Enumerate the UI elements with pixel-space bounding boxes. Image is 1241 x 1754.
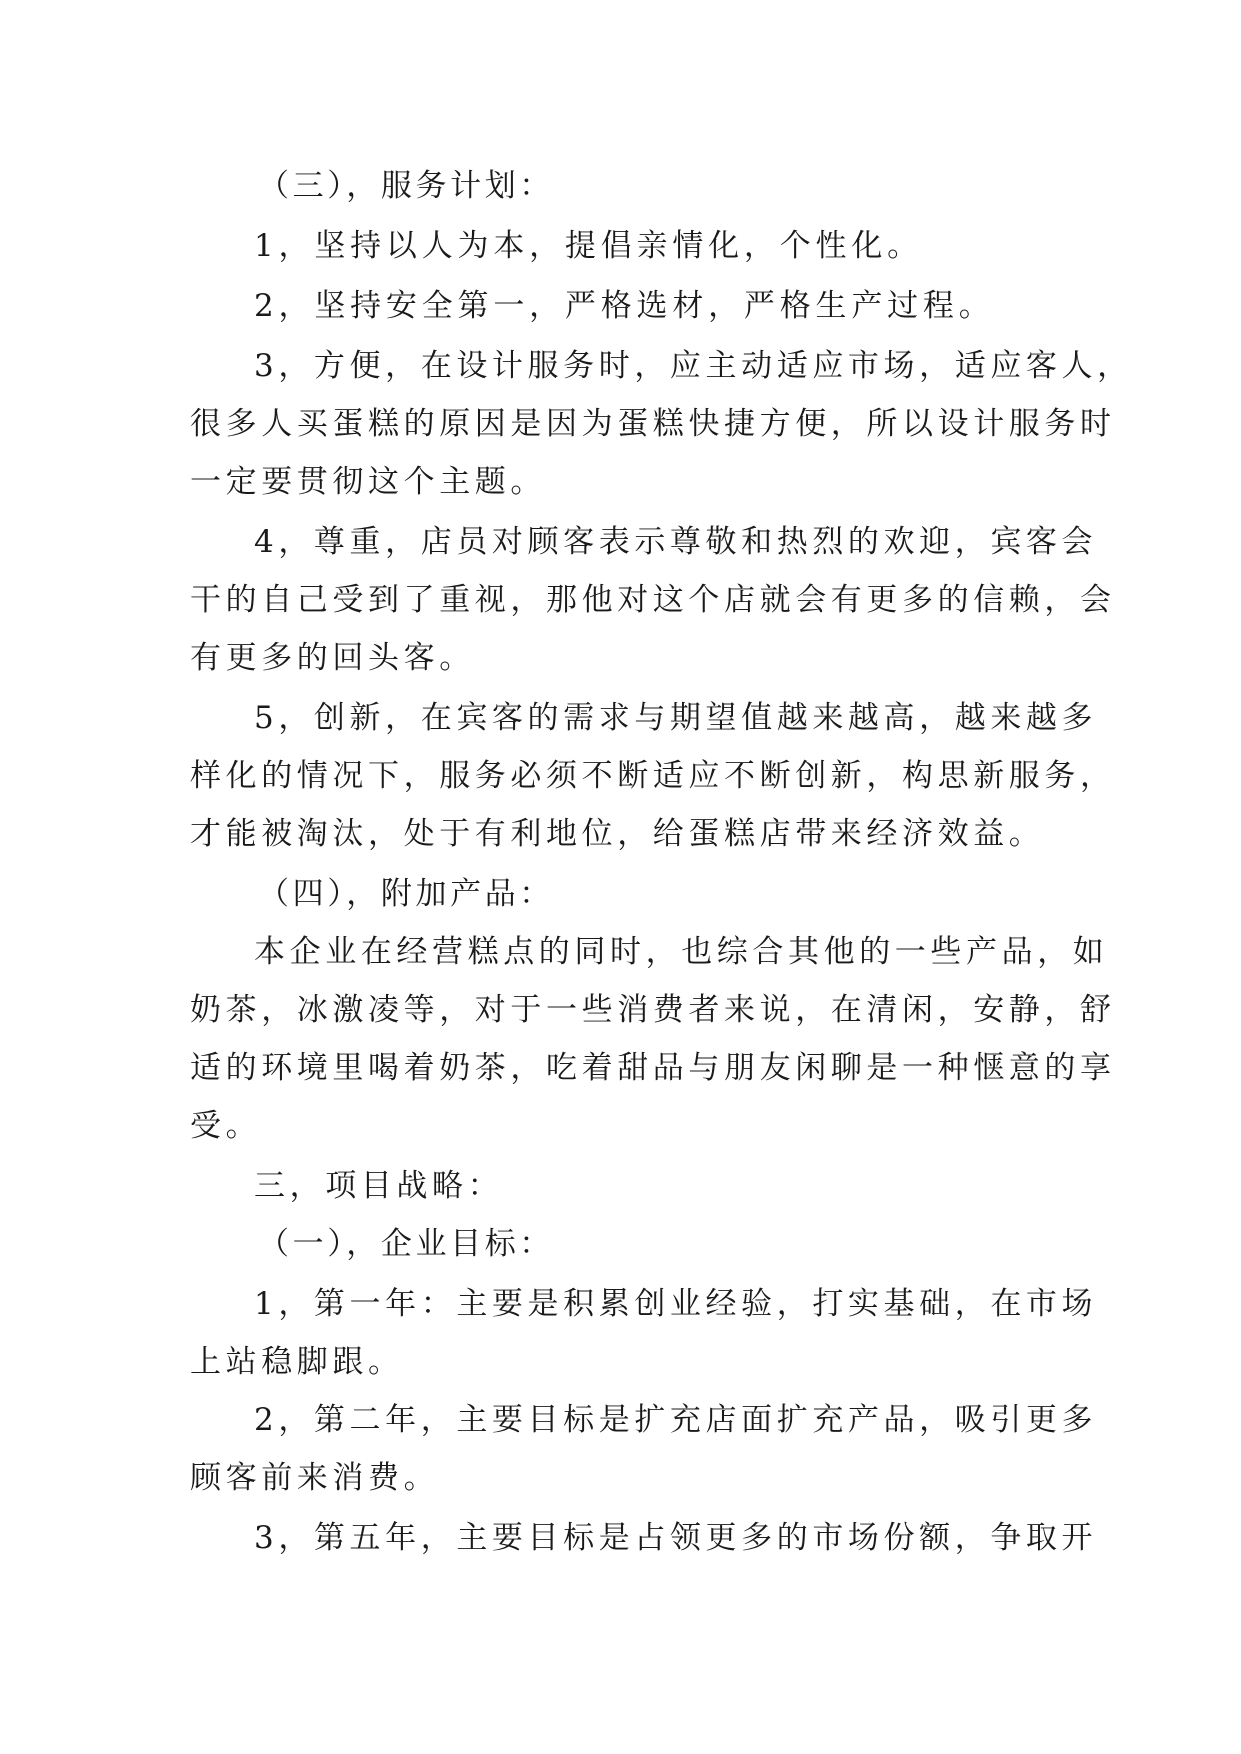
goal-item-2-line-1: 2，第二年，主要目标是扩充店面扩充产品，吸引更多 xyxy=(254,1402,1098,1438)
service-item-4-line-2: 干的自己受到了重视，那他对这个店就会有更多的信赖，会 xyxy=(190,582,1116,618)
service-item-5-line-1: 5，创新，在宾客的需求与期望值越来越高，越来越多 xyxy=(254,700,1098,736)
service-item-4-line-1: 4，尊重，店员对顾客表示尊敬和热烈的欢迎，宾客会 xyxy=(254,524,1098,560)
service-item-1: 1，坚持以人为本，提倡亲情化，个性化。 xyxy=(254,228,923,264)
heading-enterprise-goals: （一），企业目标： xyxy=(258,1226,554,1262)
service-item-5-line-2: 样化的情况下，服务必须不断适应不断创新，构思新服务， xyxy=(190,758,1116,794)
goal-item-3-line-1: 3，第五年，主要目标是占领更多的市场份额，争取开 xyxy=(254,1520,1098,1556)
goal-item-2-line-2: 顾客前来消费。 xyxy=(190,1460,440,1496)
heading-project-strategy: 三，项目战略： xyxy=(254,1168,504,1204)
service-item-2: 2，坚持安全第一，严格选材，严格生产过程。 xyxy=(254,288,995,324)
service-item-3-line-2: 很多人买蛋糕的原因是因为蛋糕快捷方便，所以设计服务时 xyxy=(190,406,1116,442)
products-paragraph-line-3: 适的环境里喝着奶茶，吃着甜品与朋友闲聊是一种惬意的享 xyxy=(190,1050,1116,1086)
goal-item-1-line-1: 1，第一年：主要是积累创业经验，打实基础，在市场 xyxy=(254,1286,1098,1322)
goal-item-1-line-2: 上站稳脚跟。 xyxy=(190,1344,404,1380)
service-item-3-line-1: 3，方便，在设计服务时，应主动适应市场，适应客人， xyxy=(254,348,1133,384)
service-item-5-line-3: 才能被淘汰，处于有利地位，给蛋糕店带来经济效益。 xyxy=(190,816,1045,852)
service-item-3-line-3: 一定要贯彻这个主题。 xyxy=(190,464,546,500)
products-paragraph-line-2: 奶茶，冰激凌等，对于一些消费者来说，在清闲，安静，舒 xyxy=(190,992,1116,1028)
heading-service-plan: （三），服务计划： xyxy=(258,168,554,204)
heading-additional-products: （四），附加产品： xyxy=(258,876,554,912)
products-paragraph-line-1: 本企业在经营糕点的同时，也综合其他的一些产品，如 xyxy=(254,934,1109,970)
products-paragraph-line-4: 受。 xyxy=(190,1108,262,1144)
service-item-4-line-3: 有更多的回头客。 xyxy=(190,640,475,676)
